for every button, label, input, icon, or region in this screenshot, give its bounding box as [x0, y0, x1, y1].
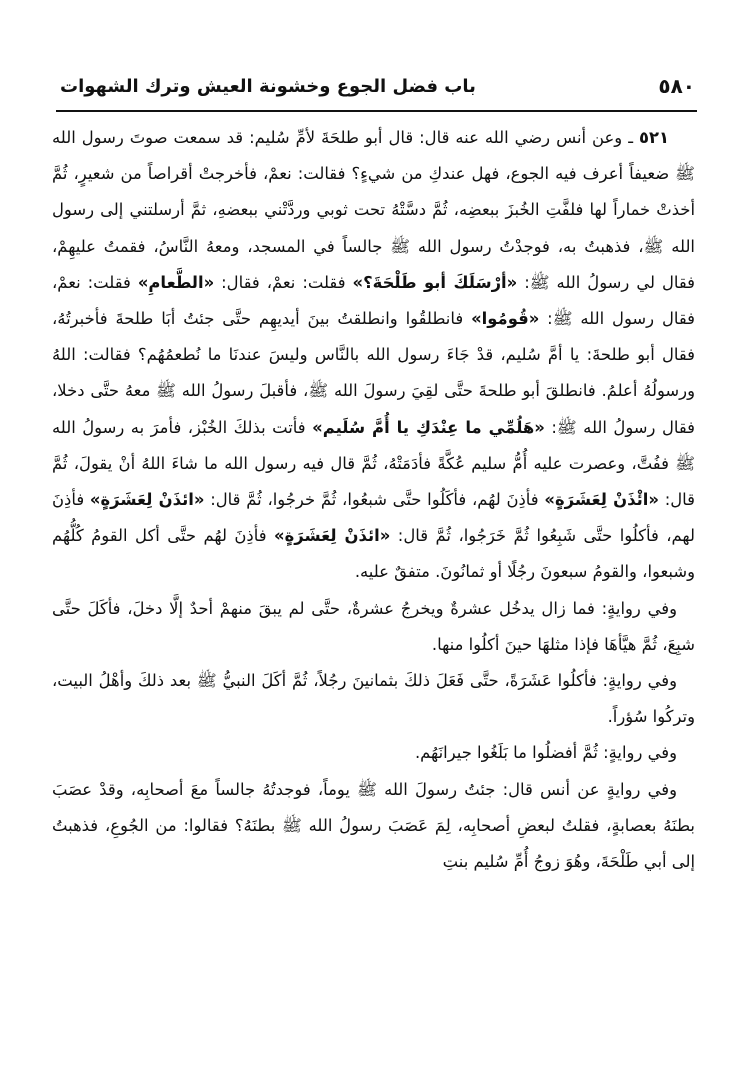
- hadith-text: فأذِنَ لهُم حتَّى أكل القومُ كُلُّهُم وشبعوا، والقومُ سبعونَ رجُلًا أو ثمانُونَ. متفقٌ عليه.: [52, 526, 695, 582]
- hadith-text-intro: ـ وعن أنس رضي الله عنه قال: قال أبو طلحَةَ لأمِّ سُليم: قد سمعت صوتَ رسول الله ﷺ ضعيفاً أعرف فيه الجوع، فهل عندكِ من شيءٍ؟ فقالت: نعمْ، فأخرجتْ أقراصاً من شعيرٍ، ثُمَّ أخذتْ خماراً لها فلفَّتِ الخُبزَ ببعضِه، ثُمَّ دسَّتْهُ تحت ثوبي وردَّتْني ببعضهِ، ثمَّ أرسلتني إلى رسول الله ﷺ، فذهبتُ به، فوجدْتُ رسول الله ﷺ جالساً في المسجد، ومعهُ النَّاسُ، فقمتُ عليهِمْ، فقال لي رسولُ الله ﷺ:: [52, 128, 695, 292]
- narration-paragraph: وفي روايةٍ عن أنس قال: جئتُ رسولَ الله ﷺ يوماً، فوجدتُهُ جالساً معَ أصحابِه، وقدْ عصَبَ بطنَهُ بعصابةٍ، فقلتُ لبعضِ أصحابِه، لِمَ عَصَبَ رسولُ الله ﷺ بطنَهُ؟ فقالوا: من الجُوعِ، فذهبتُ إلى أبي طَلْحَةَ، وهُوَ زوجُ أُمِّ سُليم بنتِ: [52, 779, 695, 872]
- prophet-quote: «أرْسَلَكَ أبو طَلْحَةَ؟»: [352, 272, 518, 292]
- narration-paragraph: وفي روايةٍ: ثُمَّ أفضلُوا ما بَلَغُوا جيرانَهُم.: [414, 743, 677, 763]
- prophet-quote: «قُومُوا»: [471, 309, 540, 329]
- prophet-quote: «هَلُمِّي ما عِنْدَكِ يا أُمَّ سُلَيم»: [312, 417, 545, 437]
- prophet-quote: «الطَّعامِ»: [137, 272, 215, 292]
- hadith-text: فقلت: نعمْ، فقال:: [214, 272, 353, 292]
- narration-paragraph: وفي روايةٍ: فأكلُوا عَشَرَةً، حتَّى فَعَلَ ذلكَ بثمانينَ رجُلاً، ثُمَّ أكَلَ النبيُّ ﷺ بعد ذلكَ وأهْلُ البيت، وتركُوا سُؤراً.: [52, 671, 695, 727]
- hadith-text: فأذِنَ لهُم، فأكَلُوا حتَّى شبعُوا، ثُمَّ خرجُوا، ثُمَّ قال:: [204, 490, 545, 510]
- chapter-title: باب فضل الجوع وخشونة العيش وترك الشهوات: [60, 75, 476, 97]
- hadith-text: فأذِنَ لهم، فأكلُوا حتَّى شَبِعُوا ثُمَّ خَرَجُوا، ثُمَّ قال:: [52, 490, 695, 546]
- main-text: [52, 120, 695, 1076]
- running-header: [60, 66, 695, 106]
- header-divider: [56, 110, 697, 112]
- hadith-text: فقلت: نعمْ، فقال رسول الله ﷺ:: [52, 272, 695, 329]
- page-number: ٥٨٠: [658, 74, 695, 98]
- hadith-paragraph: [52, 120, 695, 591]
- prophet-quote: «ائْذَنْ لِعَشَرَةٍ»: [544, 490, 659, 510]
- hadith-text: فانطلقُوا وانطلقتُ بينَ أيديهِم حتَّى جئتُ أبَا طلحةَ فأخبرتُهُ، فقال أبو طلحةَ: يا أمَّ سُليم، قدْ جَاءَ رسول الله بالنَّاس وليسَ عندنَا ما نُطعمُهُم؟ فقالت: اللهُ ورسولُهُ أعلمُ. فانطلقَ أبو طلحةَ حتَّى لقِيَ رسولَ الله ﷺ، فأقبلَ رسولُ الله ﷺ معهُ حتَّى دخلا، فقال رسولُ الله ﷺ:: [52, 309, 695, 437]
- narration-paragraph: وفي روايةٍ: فما زال يدخُل عشرةٌ ويخرجُ عشرةٌ، حتَّى لم يبقَ منهمْ أحدٌ إلَّا دخلَ، فأكَلَ حتَّى شبِعَ، ثُمَّ هيَّأهَا فإذا مثلهَا حينَ أكلُوا منها.: [52, 598, 695, 654]
- hadith-number: ٥٢١: [638, 128, 669, 147]
- hadith-text: فأتت بذلكَ الخُبْز، فأمرَ به رسولُ الله ﷺ ففُتَّ، وعصرت عليه أُمُّ سليم عُكَّةً فأدَمَتْهُ، ثُمَّ قال فيه رسول الله ما شاءَ اللهُ أنْ يقولَ، ثُمَّ قال:: [52, 417, 695, 510]
- prophet-quote: «ائذَنْ لِعَشَرَةٍ»: [89, 490, 205, 510]
- prophet-quote: «ائذَنْ لِعَشَرَةٍ»: [274, 526, 391, 546]
